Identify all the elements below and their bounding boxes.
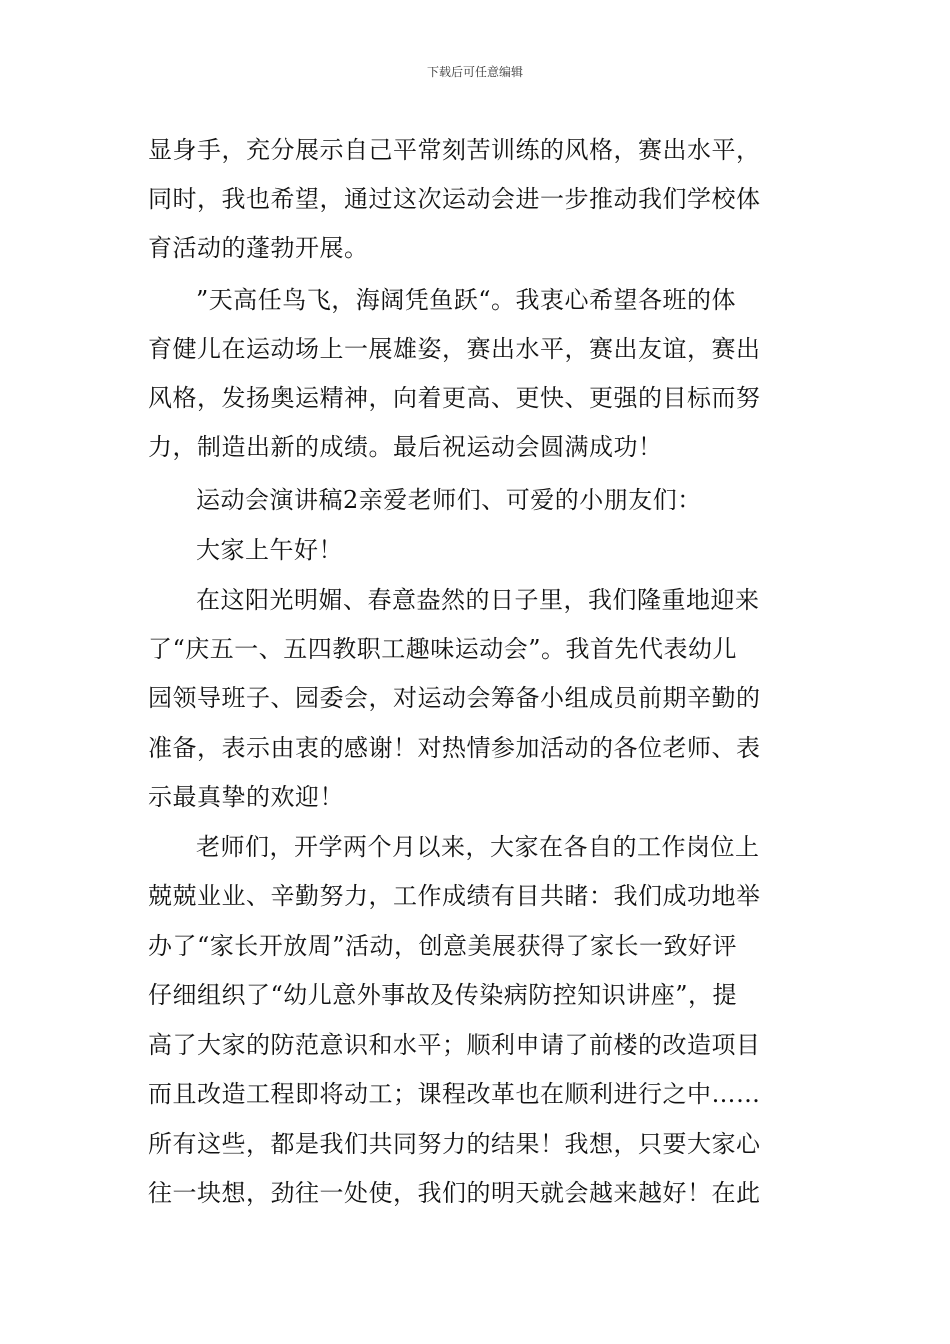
text-line: 兢兢业业、辛勤努力，工作成绩有目共睹：我们成功地举 — [148, 882, 761, 910]
text-line: 往一块想，劲往一处使，我们的明天就会越来越好！在此 — [148, 1179, 761, 1207]
text-line: 同时，我也希望，通过这次运动会进一步推动我们学校体 — [148, 185, 761, 213]
text-line: 准备，表示由衷的感谢！对热情参加活动的各位老师、表 — [148, 734, 761, 762]
page-header: 下载后可任意编辑 — [426, 65, 523, 79]
text-line: 显身手，充分展示自己平常刻苦训练的风格，赛出水平， — [148, 136, 761, 164]
text-line: 运动会演讲稿2亲爱老师们、可爱的小朋友们： — [196, 486, 702, 514]
text-line: 所有这些，都是我们共同努力的结果！我想，只要大家心 — [148, 1130, 761, 1158]
text-line: 大家上午好！ — [196, 536, 343, 564]
text-line: 育健儿在运动场上一展雄姿，赛出水平，赛出友谊，赛出 — [148, 335, 761, 363]
text-line: 风格，发扬奥运精神，向着更高、更快、更强的目标而努 — [148, 384, 761, 412]
text-line: 仔细组织了“幼儿意外事故及传染病防控知识讲座”，提 — [148, 981, 738, 1009]
text-line: 在这阳光明媚、春意盎然的日子里，我们隆重地迎来 — [196, 586, 760, 614]
text-line: ”天高任鸟飞，海阔凭鱼跃“。我衷心希望各班的体 — [196, 286, 737, 314]
text-line: 而且改造工程即将动工；课程改革也在顺利进行之中…… — [148, 1080, 761, 1108]
text-line: 办了“家长开放周”活动，创意美展获得了家长一致好评 — [148, 932, 738, 960]
text-line: 了“庆五一、五四教职工趣味运动会”。我首先代表幼儿 — [148, 635, 738, 663]
text-line: 老师们，开学两个月以来，大家在各自的工作岗位上 — [196, 833, 760, 861]
text-line: 育活动的蓬勃开展。 — [148, 234, 369, 262]
text-line: 高了大家的防范意识和水平；顺利申请了前楼的改造项目 — [148, 1031, 761, 1059]
text-line: 示最真挚的欢迎！ — [148, 783, 344, 811]
text-line: 园领导班子、园委会，对运动会筹备小组成员前期辛勤的 — [148, 684, 761, 712]
text-line: 力，制造出新的成绩。最后祝运动会圆满成功！ — [148, 433, 663, 461]
